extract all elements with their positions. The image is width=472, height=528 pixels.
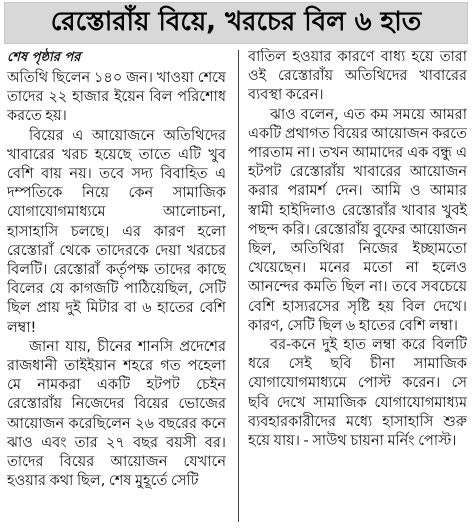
article-paragraph: বর-কনে দুই হাত লম্বা করে বিলটি ধরে সেই ছবি চীনা সামাজিক যোগাযোগমাধ্যমে পোস্ট করেন। সে ছবি দেখে সামাজিক যোগাযোগমাধ্যম ব্যবহারকারীদের মধ্যে হাসাহাসি শুরু হয়ে যায়। - সাউথ চায়না মর্নিং পোস্ট। — [248, 337, 467, 450]
article-column-left — [7, 48, 226, 524]
article-paragraph: বিয়ের এ আয়োজনে অতিথিদের খাবারের খরচ হয়েছে তাতে এটি খুব বেশি বায় নয়। তবে সদ্য বিবাহিত এ দম্পতিকে নিয়ে কেন সামাজিক যোগাযোগমাধ্যমে আলোচনা, হাসাহাসি চলছে। এর কারণ হলো রেস্তোরাঁ থেকে তাদেরকে দেয়া খরচের বিলটি। রেস্তোরাঁ কর্তৃপক্ষ তাদের কাছে বিলের যে কাগজটি পাঠিয়েছিল, সেটি ছিল প্রায় দুই মিটার বা ৬ হাতের বেশি লম্বা! — [7, 127, 226, 336]
article-paragraph: জানা যায়, চীনের শানসি প্রদেশের রাজধানী তাইইয়ান শহরে গত পহেলা মে নামকরা একটি হটপট চেইন রেস্তোরাঁয় নিজেদের বিয়ের ভোজের আয়োজন করেছিলেন ২৬ বছরের কনে ঝাও এবং তার ২৭ বছর বয়সী বর। তাদের বিয়ের আয়োজন যেখানে হওয়ার কথা ছিল, শেষ মুহূর্তে সেটি — [7, 338, 226, 490]
continued-from-label: শেষ পৃষ্ঠার পর — [7, 50, 81, 65]
article-column-right — [248, 48, 467, 524]
headline-banner — [4, 2, 468, 44]
column-divider — [238, 50, 239, 522]
article-paragraph: ঝাও বলেন, এত কম সময়ে আমরা একটি প্রথাগত বিয়ের আয়োজন করতে পারতাম না। তখন আমাদের এক বন্ধু এ হটপট রেস্তোরাঁয় খাবারের আয়োজন করার পরামর্শ দেন। আমি ও আমার স্বামী হাইদিলাও রেস্তোরাঁর খাবার খুবই পছন্দ করি। রেস্তোরাঁয় বুফের আয়োজন ছিল, অতিথিরা নিজের ইচ্ছামতো খেয়েছেন। মনের মতো না হলেও আনন্দের কমতি ছিল না। তবে সবচেয়ে বেশি হাস্যরসের সৃষ্টি হয় বিল দেখে। কারণ, সেটি ছিল ৬ হাতের বেশি লম্বা। — [248, 106, 467, 334]
headline-text: রেস্তোরাঁয় বিয়ে, খরচের বিল ৬ হাত — [50, 7, 422, 37]
article-paragraph: অতিথি ছিলেন ১৪০ জন। খাওয়া শেষে তাদের ২২ হাজার ইয়েন বিল পরিশোধ করতে হয়। — [7, 70, 226, 125]
article-paragraph: বাতিল হওয়ার কারণে বাধ্য হয়ে তারা ওই রেস্তোরাঁয় অতিথিদের খাবারের ব্যবস্থা করেন। — [248, 49, 467, 104]
